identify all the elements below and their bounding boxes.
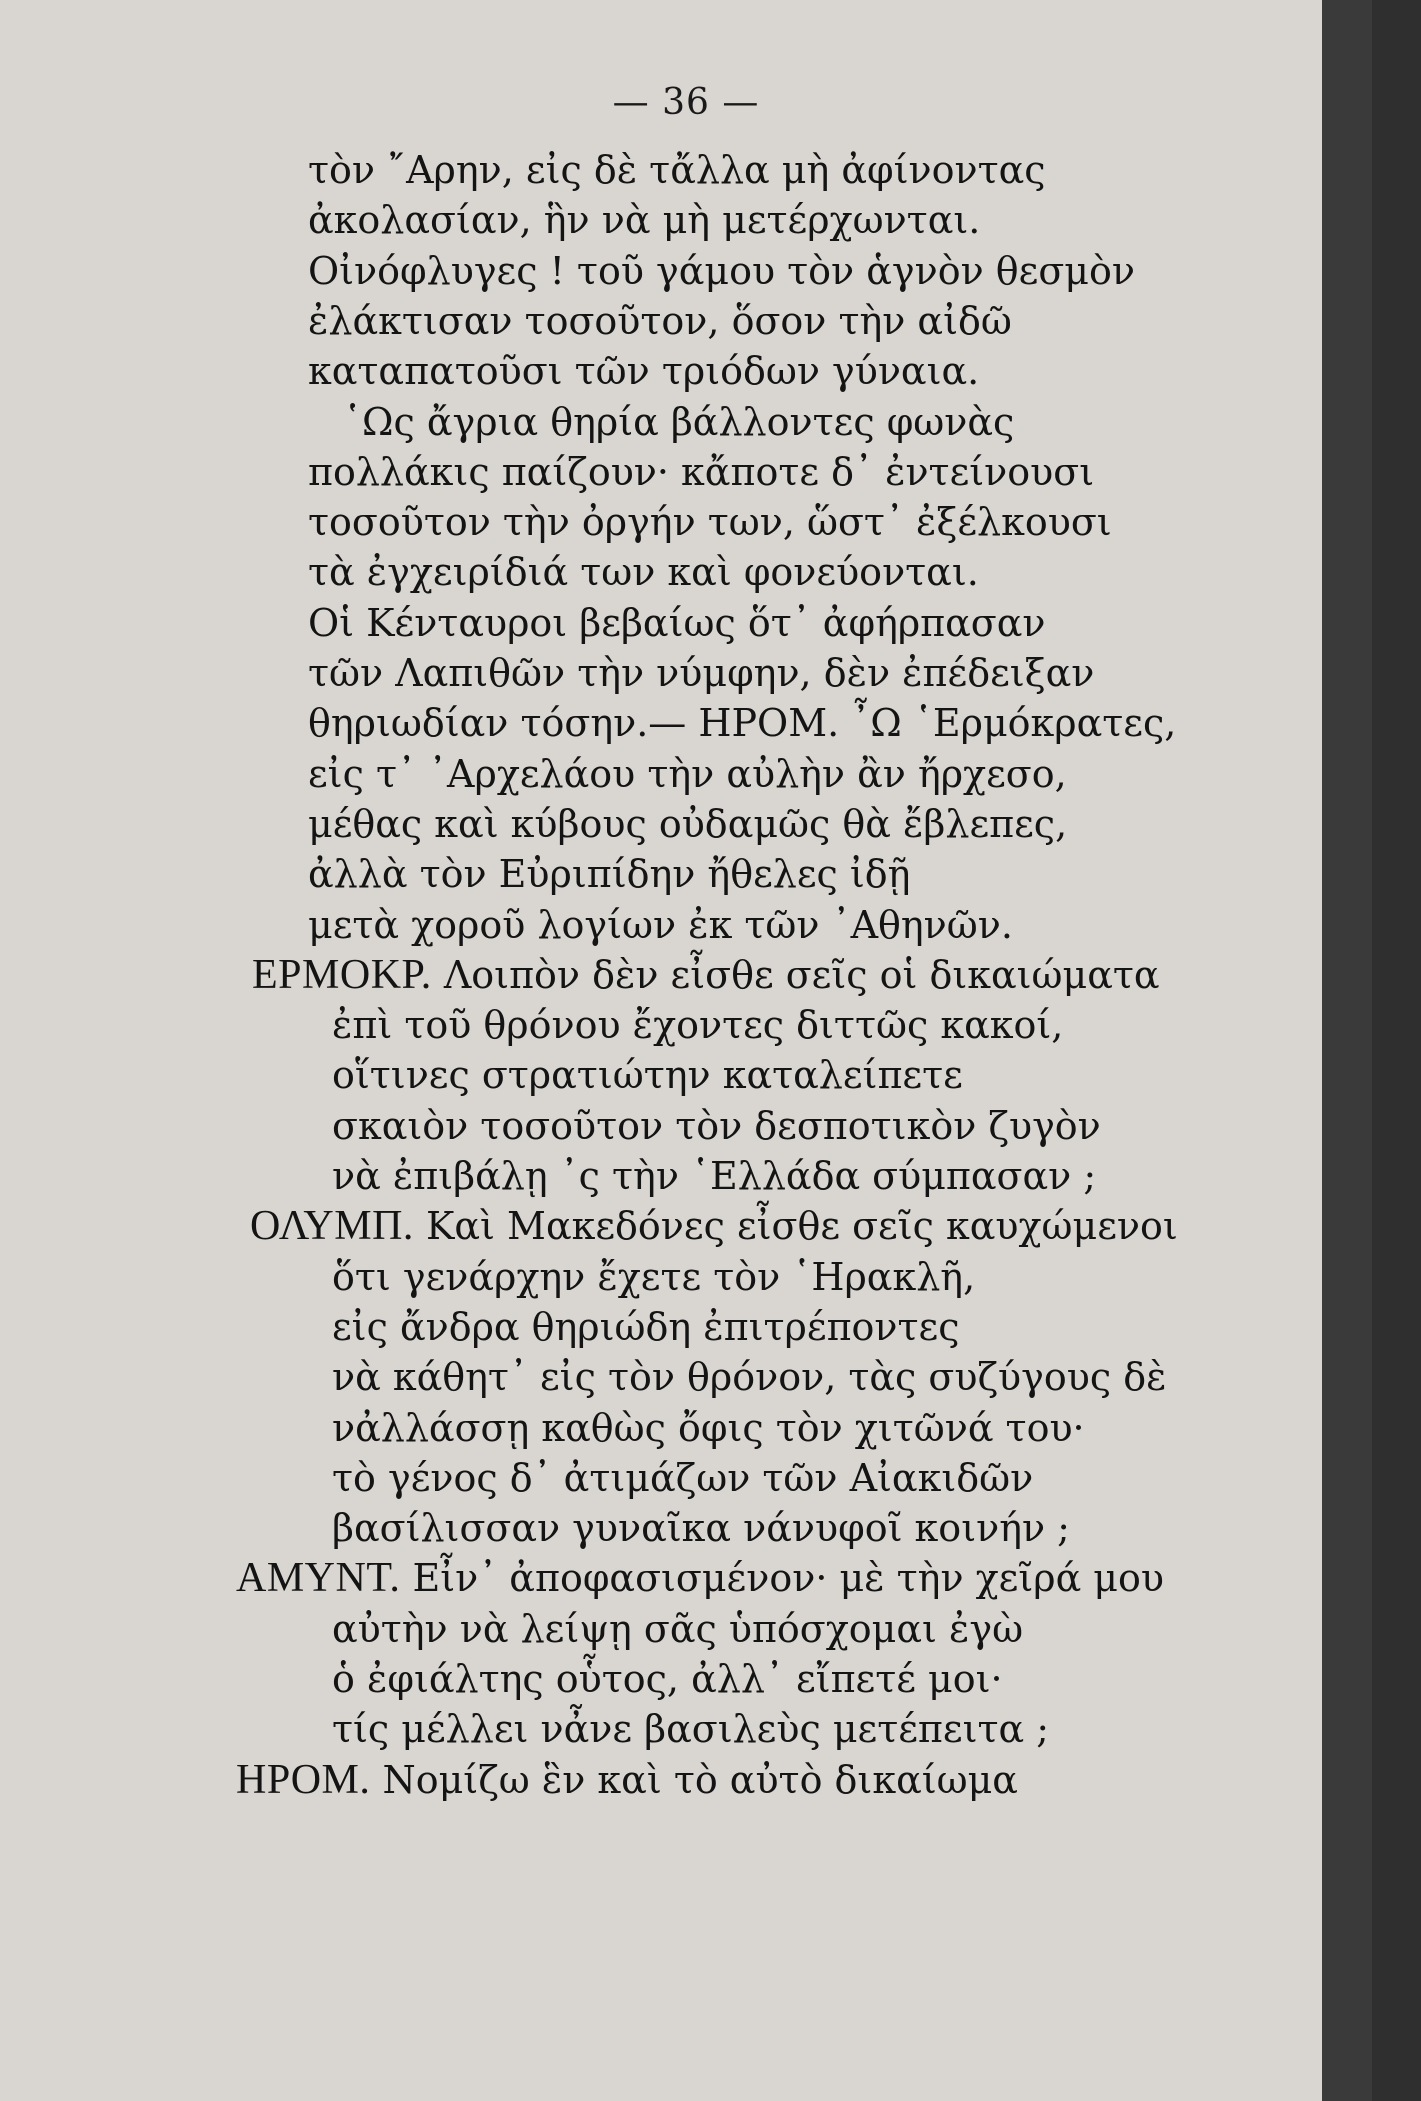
- text-line: [308, 547, 979, 597]
- line-text: Λοιπὸν δὲν εἶσθε σεῖς οἱ δικαιώματα: [443, 952, 1160, 997]
- text-line: [332, 1352, 1166, 1402]
- text-line: [308, 145, 1046, 195]
- line-text: ἐπὶ τοῦ θρόνου ἔχοντες διττῶς κακοί,: [332, 1003, 1064, 1048]
- text-line: [308, 447, 1094, 497]
- line-text: μέθας καὶ κύβους οὐδαμῶς θὰ ἔβλεπες,: [308, 801, 1068, 846]
- line-text: ὅτι γενάρχην ἔχετε τὸν ῾Ηρακλῆ,: [332, 1254, 976, 1299]
- text-line: [332, 1654, 1003, 1704]
- text-line: [308, 900, 1013, 950]
- text-line: [252, 950, 1160, 1000]
- text-line: [332, 1302, 960, 1352]
- line-text: οἵτινες στρατιώτην καταλείπετε: [332, 1053, 963, 1098]
- speaker-name: ΑΜΥΝΤ.: [236, 1555, 401, 1602]
- line-text: αὐτὴν νὰ λείψῃ σᾶς ὑπόσχομαι ἐγὼ: [332, 1606, 1024, 1651]
- line-text: Οἱ Κένταυροι βεβαίως ὅτ᾽ ἀφήρπασαν: [308, 600, 1046, 645]
- text-line: [308, 849, 910, 899]
- text-line: [332, 1403, 1085, 1453]
- line-text: θηριωδίαν τόσην.— ΗΡΟΜ. ῏Ω ῾Ερμόκρατες,: [308, 701, 1177, 746]
- line-text: νὰ ἐπιβάλῃ ᾽ς τὴν ῾Ελλάδα σύμπασαν ;: [332, 1154, 1097, 1198]
- text-line: [332, 1704, 1049, 1754]
- text-line: [308, 346, 979, 396]
- line-text: τῶν Λαπιθῶν τὴν νύμφην, δὲν ἐπέδειξαν: [308, 651, 1095, 695]
- line-text: τὰ ἐγχειρίδιά των καὶ φονεύονται.: [308, 550, 979, 595]
- text-line: [332, 1252, 975, 1302]
- text-line: [332, 1000, 1063, 1050]
- text-line: [308, 195, 980, 245]
- page-number: — 36 —: [612, 82, 760, 123]
- line-text: εἰς τ᾽ ᾿Αρχελάου τὴν αὐλὴν ἂν ἤρχεσο,: [308, 751, 1067, 796]
- text-line: [308, 296, 1012, 346]
- text-line: [308, 246, 1135, 296]
- line-text: καταπατοῦσι τῶν τριόδων γύναια.: [308, 349, 980, 394]
- line-text: εἰς ἄνδρα θηριώδη ἐπιτρέποντες: [332, 1304, 960, 1349]
- line-text: νἀλλάσσῃ καθὼς ὄφις τὸν χιτῶνά του·: [332, 1405, 1085, 1450]
- line-text: Οἰνόφλυγες ! τοῦ γάμου τὸν ἁγνὸν θεσμὸν: [308, 248, 1135, 293]
- line-text: μετὰ χοροῦ λογίων ἐκ τῶν ᾿Αθηνῶν.: [308, 902, 1013, 947]
- line-text: Καὶ Μακεδόνες εἶσθε σεῖς καυχώμενοι: [426, 1204, 1178, 1249]
- line-text: ῾Ως ἄγρια θηρία βάλλοντες φωνὰς: [343, 399, 1015, 444]
- line-text: τὸ γένος δ᾽ ἀτιμάζων τῶν Αἰακιδῶν: [332, 1455, 1034, 1500]
- line-text: τίς μέλλει νἆνε βασιλεὺς μετέπειτα ;: [332, 1707, 1050, 1752]
- text-line: [308, 497, 1112, 547]
- text-line: [250, 1201, 1178, 1251]
- text-line: [332, 1151, 1096, 1201]
- text-line: [308, 648, 1094, 698]
- speaker-name: ΟΛΥΜΠ.: [250, 1203, 414, 1250]
- text-line: [308, 749, 1067, 799]
- text-line: [332, 1503, 1070, 1553]
- text-line: [236, 1553, 1164, 1603]
- line-text: βασίλισσαν γυναῖκα νάνυφοῖ κοινήν ;: [332, 1506, 1070, 1551]
- line-text: τοσοῦτον τὴν ὀργήν των, ὥστ᾽ ἐξέλκουσι: [308, 500, 1112, 545]
- text-line: [332, 1604, 1023, 1654]
- text-line: [332, 1101, 1101, 1151]
- line-text: ἀλλὰ τὸν Εὐριπίδην ἤθελες ἰδῇ: [308, 852, 911, 897]
- text-line: [308, 598, 1046, 648]
- speaker-name: ΗΡΟΜ.: [236, 1756, 371, 1803]
- line-text: πολλάκις παίζουν· κἄποτε δ᾽ ἐντείνουσι: [308, 449, 1095, 494]
- text-line: [308, 799, 1067, 849]
- line-text: ὁ ἐφιάλτης οὗτος, ἀλλ᾽ εἴπετέ μοι·: [332, 1657, 1003, 1701]
- speaker-name: ΕΡΜΟΚΡ.: [252, 951, 432, 998]
- line-text: Νομίζω ἓν καὶ τὸ αὐτὸ δικαίωμα: [382, 1757, 1018, 1802]
- text-line: [343, 397, 1014, 447]
- line-text: σκαιὸν τοσοῦτον τὸν δεσποτικὸν ζυγὸν: [332, 1103, 1101, 1148]
- page-edge-shadow: [1322, 0, 1372, 2101]
- line-text: ἐλάκτισαν τοσοῦτον, ὅσον τὴν αἰδῶ: [308, 298, 1012, 343]
- line-text: Εἶν᾽ ἀποφασισμένον· μὲ τὴν χεῖρά μου: [412, 1556, 1164, 1601]
- text-line: [308, 698, 1176, 748]
- line-text: ἀκολασίαν, ἣν νὰ μὴ μετέρχωνται.: [308, 198, 981, 243]
- text-line: [332, 1453, 1033, 1503]
- text-line: [332, 1050, 963, 1100]
- line-text: νὰ κάθητ᾽ εἰς τὸν θρόνον, τὰς συζύγους δὲ: [332, 1355, 1167, 1400]
- line-text: τὸν ῎Αρην, εἰς δὲ τἄλλα μὴ ἀφίνοντας: [308, 148, 1046, 192]
- text-line: [236, 1755, 1018, 1805]
